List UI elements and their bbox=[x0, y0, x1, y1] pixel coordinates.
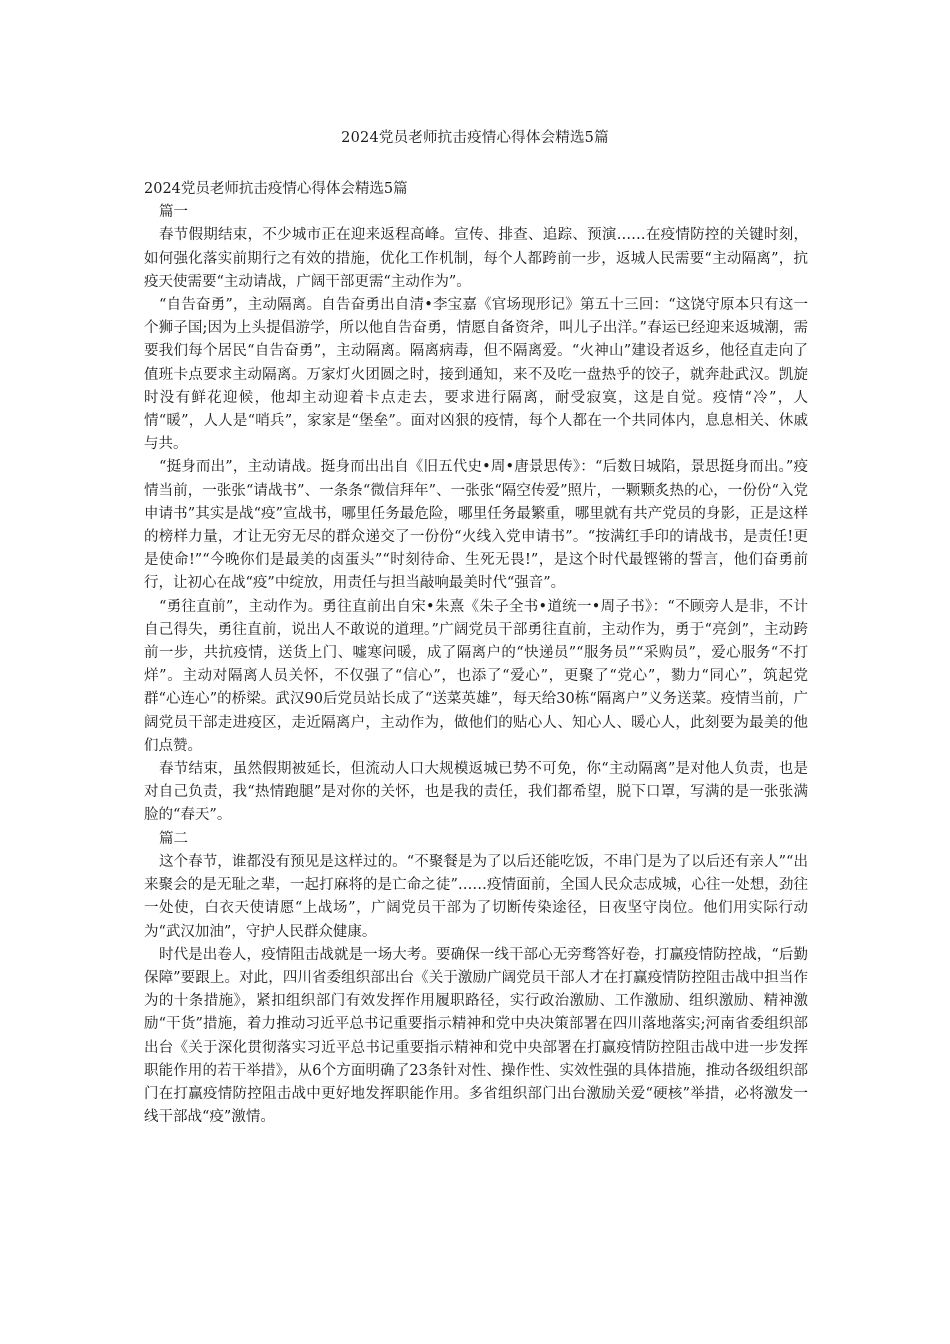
document-title: 2024党员老师抗击疫情心得体会精选5篇 bbox=[341, 130, 609, 146]
paragraph: “自告奋勇”，主动隔离。自告奋勇出自清•李宝嘉《官场现形记》第五十三回：“这饶守原本只有这一个狮子国;因为上头提倡游学，所以他自告奋勇，情愿自备资斧，叫儿子出洋。”春运已经迎来返城潮，需要我们每个居民“自告奋勇”，主动隔离。隔离病毒，但不隔离爱。“火神山”建设者返乡，他径直走向了值班卡点要求主动隔离。万家灯火团圆之时，接到通知，来不及吃一盘热乎的饺子，就奔赴武汉。凯旋时没有鲜花迎候，他却主动迎着卡点走去，要求进行隔离，耐受寂寞，这是自觉。疫情“冷”，人情“暖”，人人是“哨兵”，家家是“堡垒”。面对凶狠的疫情，每个人都在一个共同体内，息息相关、休戚与共。 bbox=[144, 297, 808, 453]
paragraph: 时代是出卷人，疫情阻击战就是一场大考。要确保一线干部心无旁骛答好卷，打赢疫情防控战，“后勤保障”要跟上。对此，四川省委组织部出台《关于激励广阔党员干部人才在打赢疫情防控阻击战中担当作为的十条措施》，紧扣组织部门有效发挥作用履职路径，实行政治激励、工作激励、组织激励、精神激励“干货”措施，着力推动习近平总书记重要指示精神和党中央决策部署在四川落地落实;河南省委组织部出台《关于深化贯彻落实习近平总书记重要指示精神和党中央部署在打赢疫情防控阻击战中进一步发挥职能作用的若干举措》，从6个方面明确了23条针对性、操作性、实效性强的具体措施，推动各级组织部门在打赢疫情防控阻击战中更好地发挥职能作用。多省组织部门出台激励关爱“硬核”举措，必将激发一线干部战“疫”激情。 bbox=[144, 946, 808, 1126]
paragraph: “勇往直前”，主动作为。勇往直前出自宋•朱熹《朱子全书•道统一•周子书》：“不顾旁人是非，不计自己得失，勇往直前，说出人不敢说的道理。”广阔党员干部勇往直前，主动作为，勇于“亮剑”，主动跨前一步，共抗疫情，送货上门、嘘寒问暖，成了隔离户的“快递员”“服务员”“采购员”，爱心服务“不打烊”。主动对隔离人员关怀，不仅强了“信心”，也添了“爱心”，更聚了“党心”，勠力“同心”，筑起党群“心连心”的桥梁。武汉90后党员站长成了“送菜英雄”，每天给30栋“隔离户”义务送菜。疫情当前，广阔党员干部走进疫区，走近隔离户，主动作为，做他们的贴心人、知心人、暖心人，此刻要为最美的他们点赞。 bbox=[144, 598, 808, 754]
paragraph: 这个春节，谁都没有预见是这样过的。“不聚餐是为了以后还能吃饭，不串门是为了以后还有亲人”“出来聚会的是无耻之辈，一起打麻将的是亡命之徒”……疫情面前，全国人民众志成城，心往一处想，劲往一处使，白衣天使请愿“上战场”，广阔党员干部为了切断传染途径，日夜坚守岗位。他们用实际行动为“武汉加油”，守护人民群众健康。 bbox=[144, 853, 808, 940]
paragraph: “挺身而出”，主动请战。挺身而出出自《旧五代史•周•唐景思传》：“后数日城陷，景思挺身而出。”疫情当前，一张张“请战书”、一条条“微信拜年”、一张张“隔空传爱”照片，一颗颗炙热的心，一份份“入党申请书”其实是战“疫”宣战书，哪里任务最危险，哪里任务最繁重，哪里就有共产党员的身影，正是这样的榜样力量，才让无穷无尽的群众递交了一份份“火线入党申请书”。“按满红手印的请战书，是责任!更是使命!”“今晚你们是最美的卤蛋头”“时刻待命、生死无畏!”，是这个时代最铿锵的誓言，他们奋勇前行，让初心在战“疫”中绽放，用责任与担当敲响最美时代“强音”。 bbox=[144, 459, 808, 592]
paragraph: 春节假期结束，不少城市正在迎来返程高峰。宣传、排查、追踪、预演……在疫情防控的关键时刻，如何强化落实前期行之有效的措施，优化工作机制，每个人都跨前一步，返城人民需要“主动隔离”，抗疫天使需要“主动请战，广阔干部更需“主动作为”。 bbox=[144, 227, 808, 290]
section-label-1: 篇一 bbox=[159, 204, 188, 221]
paragraph: 春节结束，虽然假期被延长，但流动人口大规模返城已势不可免，你“主动隔离”是对他人负责，也是对自己负责，我“热情跑腿”是对你的关怀，也是我的责任，我们都希望，脱下口罩，写满的是一张张满脸的“春天”。 bbox=[144, 761, 808, 824]
document-subtitle: 2024党员老师抗击疫情心得体会精选5篇 bbox=[144, 181, 408, 197]
document-body bbox=[144, 178, 808, 1129]
section-label-2: 篇二 bbox=[159, 830, 188, 847]
